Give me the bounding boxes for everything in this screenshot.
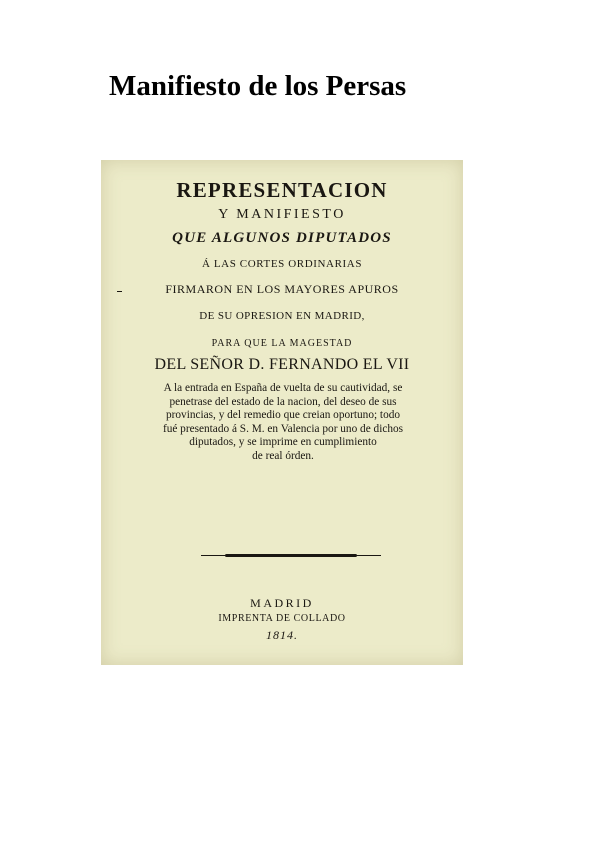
imprint-printer: IMPRENTA DE COLLADO xyxy=(218,613,346,624)
cover-body-line: de real órden. xyxy=(252,449,314,462)
title-page-image xyxy=(101,160,463,665)
cover-body-line: fué presentado á S. M. en Valencia por uno de dichos xyxy=(162,422,404,435)
imprint-year: 1814. xyxy=(266,628,298,642)
imprint-city: MADRID xyxy=(250,596,314,610)
cover-heading: REPRESENTACION xyxy=(176,178,388,202)
cover-line-cortes: Á LAS CORTES ORDINARIAS xyxy=(201,258,363,270)
cover-subheading: Y MANIFIESTO xyxy=(218,207,346,222)
page-title: Manifiesto de los Persas xyxy=(109,70,407,102)
cover-line-senor: DEL SEÑOR D. FERNANDO EL VII xyxy=(154,356,410,373)
cover-body-line: diputados, y se imprime en cumplimiento xyxy=(189,436,377,448)
cover-body-line: penetrase del estado de la nacion, del deseo de sus xyxy=(169,395,397,408)
ornamental-rule xyxy=(225,554,357,557)
cover-line-firmaron: FIRMARON EN LOS MAYORES APUROS xyxy=(165,282,399,296)
cover-line-para: PARA QUE LA MAGESTAD xyxy=(211,338,353,349)
cover-body-text xyxy=(144,382,422,463)
cover-line-opresion: DE SU OPRESION EN MADRID, xyxy=(199,310,365,322)
cover-body-line: A la entrada en España de vuelta de su cautividad, se xyxy=(163,382,403,394)
cover-body-line: provincias, y del remedio que creian oportuno; todo xyxy=(165,409,401,421)
cover-line-que: QUE ALGUNOS DIPUTADOS xyxy=(172,230,392,246)
